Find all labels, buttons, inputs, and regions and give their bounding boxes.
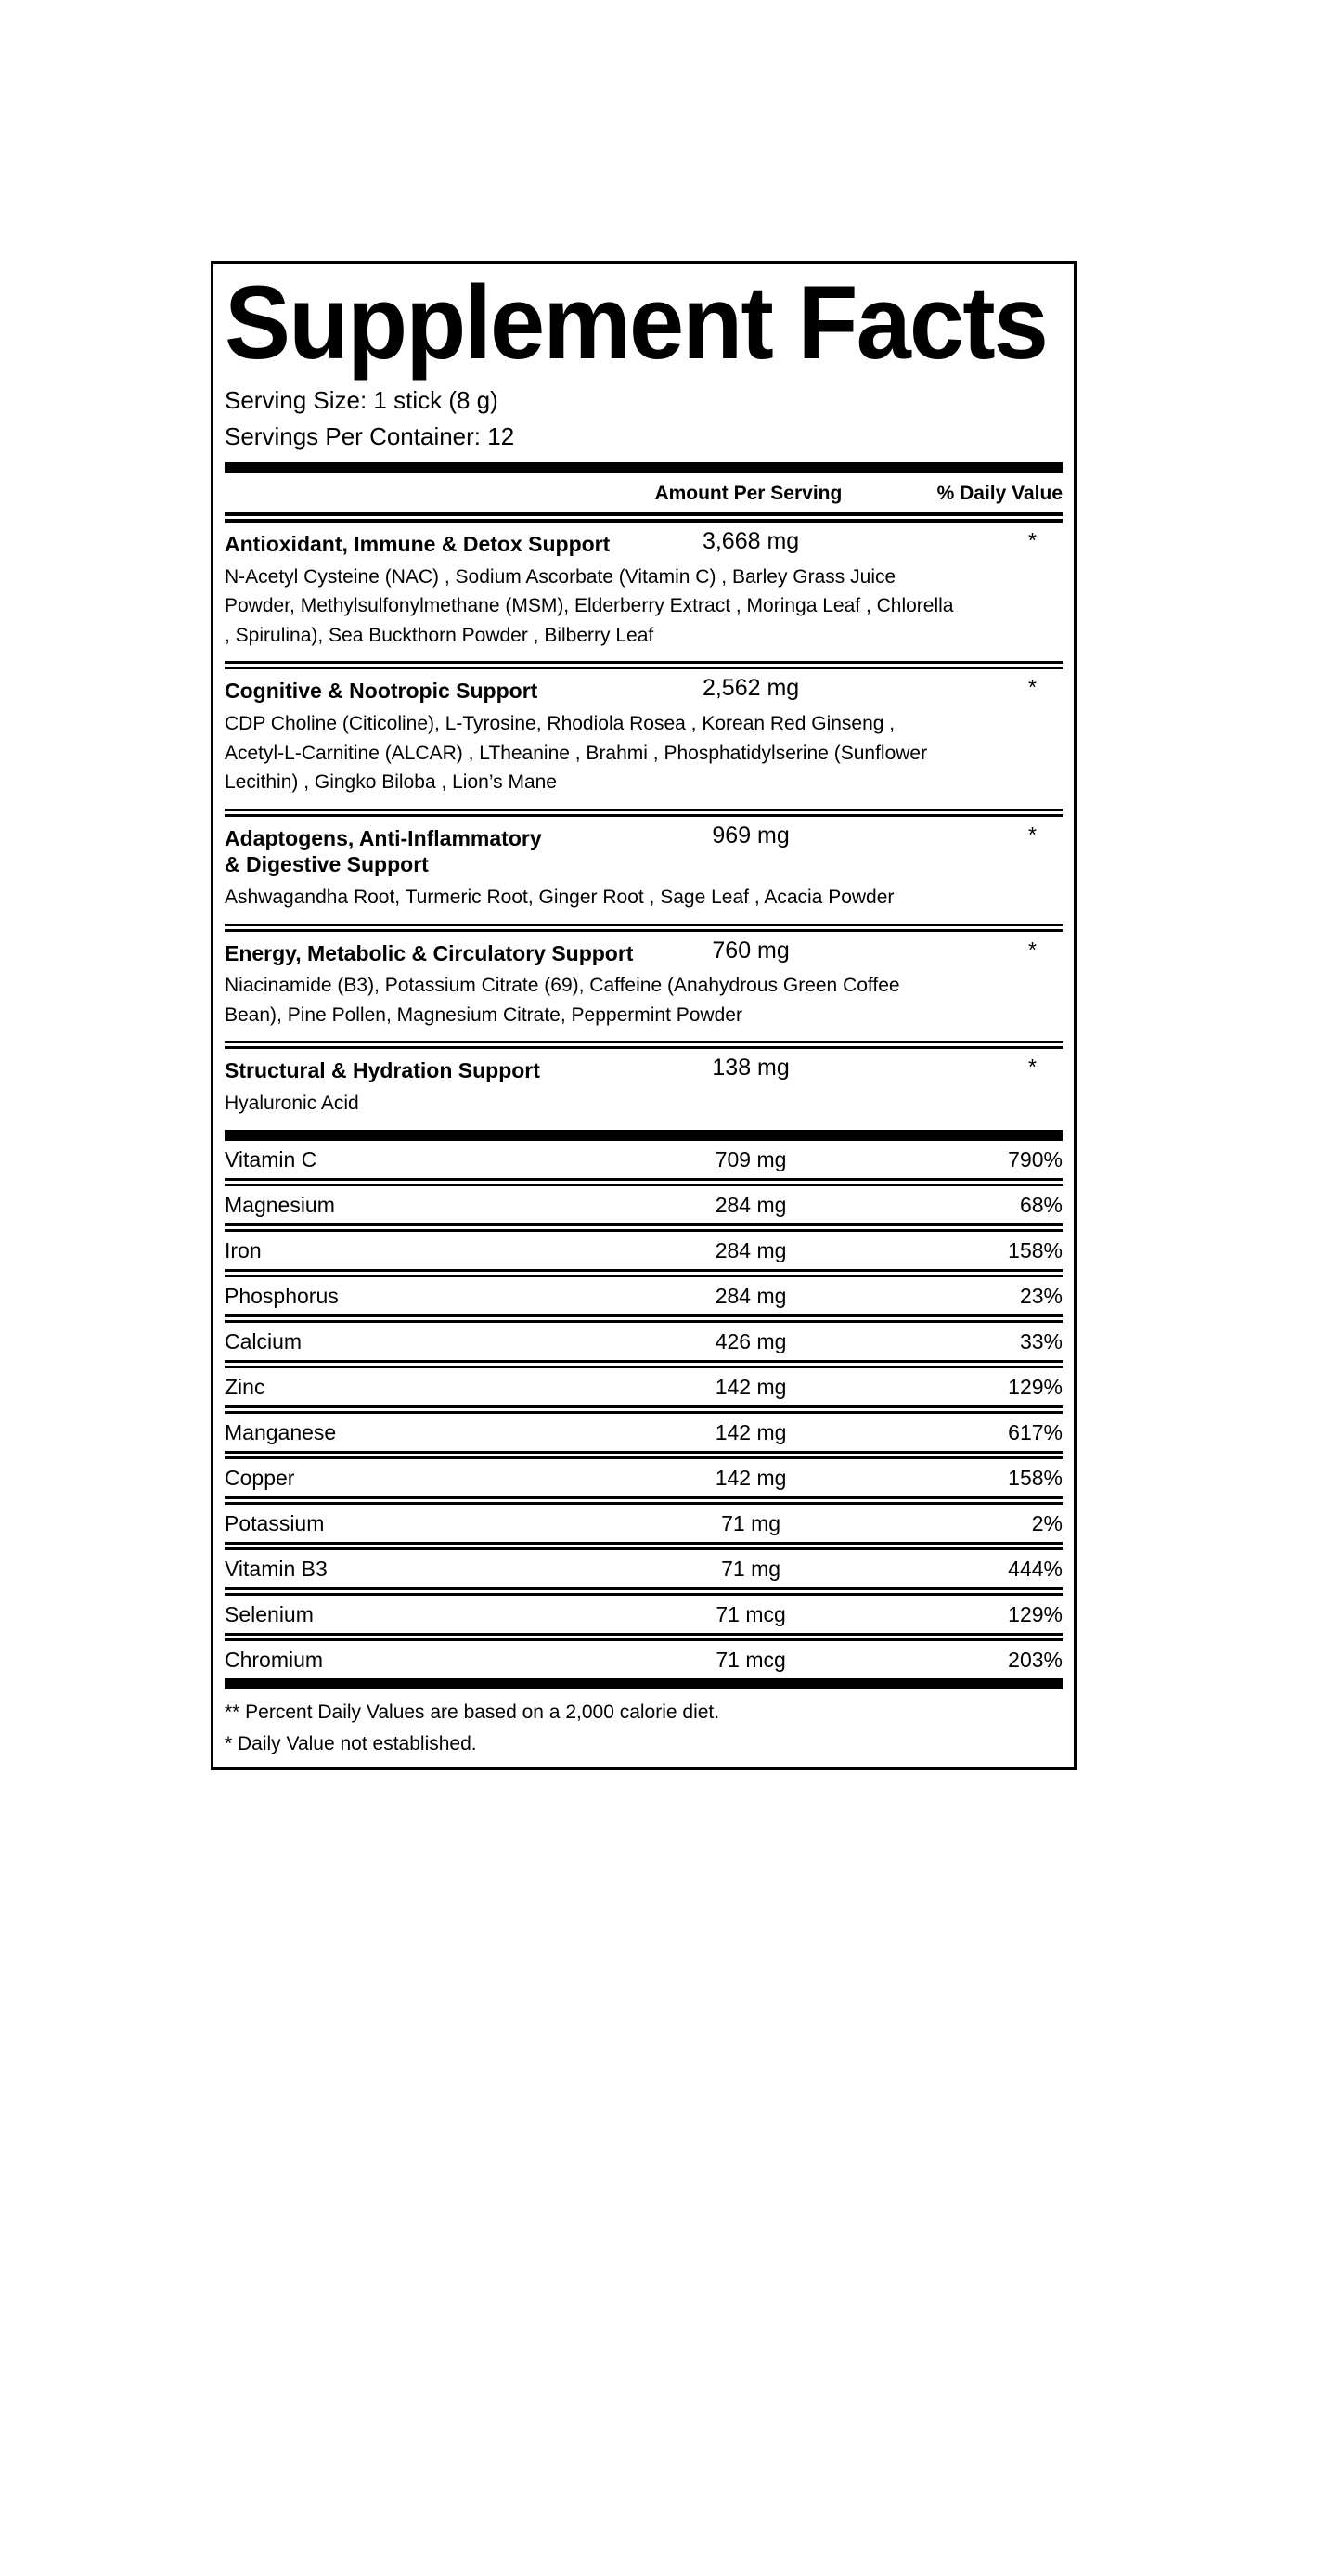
blend-ingredients: N-Acetyl Cysteine (NAC) , Sodium Ascorbate (Vitamin C) , Barley Grass Juice Powder, Methylsulfonylmethane (MSM), Elderberry Extract , Moringa Leaf , Chlorella , Spirulina), Sea Buckthorn Powder , Bilberry Leaf xyxy=(225,565,954,646)
nutrient-daily-value: 23% xyxy=(1019,1283,1063,1308)
blend-row xyxy=(225,1049,1063,1118)
blend-amount: 760 mg xyxy=(712,937,790,964)
table-row xyxy=(225,1550,1063,1587)
blend-row xyxy=(225,523,1063,650)
blend-row xyxy=(225,669,1063,796)
nutrient-name: Copper xyxy=(225,1465,295,1490)
table-row xyxy=(225,1414,1063,1451)
serving-size: Serving Size: 1 stick (8 g) xyxy=(225,386,498,414)
nutrient-name: Vitamin C xyxy=(225,1146,317,1171)
blend-head xyxy=(225,932,1063,970)
divider xyxy=(225,1269,1063,1277)
nutrient-amount: 284 mg xyxy=(715,1283,787,1308)
blend-name: Energy, Metabolic & Circulatory Support xyxy=(225,940,634,965)
table-row xyxy=(225,1323,1063,1360)
divider xyxy=(225,924,1063,932)
table-row xyxy=(225,1232,1063,1269)
table-row xyxy=(225,1505,1063,1542)
nutrient-amount: 284 mg xyxy=(715,1192,787,1217)
divider xyxy=(225,1542,1063,1550)
blend-daily-value: * xyxy=(1028,675,1037,700)
blend-amount: 2,562 mg xyxy=(702,675,800,702)
blend-ingredients: CDP Choline (Citicoline), L-Tyrosine, Rhodiola Rosea , Korean Red Ginseng , Acetyl-L-Carnitine (ALCAR) , LTheanine , Brahmi , Phosphatidylserine (Sunflower Lecithin) , Gingko Biloba , Lion’s Mane xyxy=(225,713,928,793)
blend-head xyxy=(225,669,1063,707)
divider xyxy=(225,1405,1063,1414)
divider xyxy=(225,1587,1063,1596)
table-row xyxy=(225,1186,1063,1223)
footnote-dv-not-established: * Daily Value not established. xyxy=(225,1732,477,1754)
nutrient-name: Potassium xyxy=(225,1510,325,1535)
blend-daily-value: * xyxy=(1028,1055,1037,1080)
nutrient-name: Manganese xyxy=(225,1419,337,1444)
blend-head xyxy=(225,1049,1063,1087)
divider xyxy=(225,809,1063,817)
supplement-facts-panel xyxy=(211,261,1077,1770)
table-row xyxy=(225,1596,1063,1633)
divider-thick-middle xyxy=(225,1130,1063,1141)
nutrient-name: Calcium xyxy=(225,1328,303,1353)
nutrient-amount: 71 mg xyxy=(721,1510,781,1535)
divider xyxy=(225,1360,1063,1368)
column-header-row xyxy=(225,473,1063,512)
nutrient-amount: 709 mg xyxy=(715,1146,787,1171)
panel-title xyxy=(225,265,1063,382)
nutrient-amount: 71 mcg xyxy=(716,1601,786,1626)
blend-amount: 3,668 mg xyxy=(702,528,800,554)
nutrient-amount: 284 mg xyxy=(715,1237,787,1262)
nutrient-daily-value: 444% xyxy=(1008,1556,1063,1581)
nutrient-daily-value: 158% xyxy=(1008,1465,1063,1490)
servings-per-container: Servings Per Container: 12 xyxy=(225,422,515,450)
divider xyxy=(225,1314,1063,1323)
nutrient-name: Magnesium xyxy=(225,1192,335,1217)
nutrient-amount: 71 mg xyxy=(721,1556,781,1581)
divider xyxy=(225,1451,1063,1459)
table-row xyxy=(225,1368,1063,1405)
blend-head xyxy=(225,523,1063,561)
blend-ingredients: Ashwagandha Root, Turmeric Root, Ginger Root , Sage Leaf , Acacia Powder xyxy=(225,887,895,908)
divider xyxy=(225,1496,1063,1505)
nutrient-daily-value: 790% xyxy=(1008,1146,1063,1171)
blend-name: Antioxidant, Immune & Detox Support xyxy=(225,532,611,556)
nutrient-daily-value: 33% xyxy=(1019,1328,1063,1353)
divider xyxy=(225,1223,1063,1232)
blend-row xyxy=(225,932,1063,1030)
blend-name: Adaptogens, Anti-Inflammatory xyxy=(225,825,542,850)
nutrient-name: Selenium xyxy=(225,1601,314,1626)
divider xyxy=(225,1041,1063,1049)
divider-thick-top xyxy=(225,462,1063,473)
table-row xyxy=(225,1141,1063,1178)
divider-header xyxy=(225,512,1063,523)
blend-daily-value: * xyxy=(1028,528,1037,552)
nutrient-name: Vitamin B3 xyxy=(225,1556,328,1581)
nutrient-amount: 426 mg xyxy=(715,1328,787,1353)
blend-name: Cognitive & Nootropic Support xyxy=(225,679,538,704)
nutrient-daily-value: 129% xyxy=(1008,1601,1063,1626)
nutrient-daily-value: 158% xyxy=(1008,1237,1063,1262)
divider-thick-bottom xyxy=(225,1678,1063,1689)
footnotes xyxy=(225,1697,1063,1760)
nutrient-name: Iron xyxy=(225,1237,262,1262)
blend-name: Structural & Hydration Support xyxy=(225,1058,540,1083)
nutrient-name: Phosphorus xyxy=(225,1283,339,1308)
panel-title-text: Supplement Facts xyxy=(225,265,1048,381)
nutrient-amount: 142 mg xyxy=(715,1419,787,1444)
nutrient-amount: 142 mg xyxy=(715,1374,787,1399)
divider xyxy=(225,661,1063,669)
nutrient-daily-value: 203% xyxy=(1008,1647,1063,1672)
column-header-daily-value: % Daily Value xyxy=(936,483,1063,504)
blend-daily-value: * xyxy=(1028,937,1037,962)
nutrient-daily-value: 617% xyxy=(1008,1419,1063,1444)
blend-amount: 969 mg xyxy=(712,822,790,848)
nutrient-daily-value: 129% xyxy=(1008,1374,1063,1399)
table-row xyxy=(225,1277,1063,1314)
column-header-amount: Amount Per Serving xyxy=(654,483,843,504)
blend-row xyxy=(225,817,1063,913)
blend-head xyxy=(225,817,1063,882)
blend-amount: 138 mg xyxy=(712,1055,790,1081)
blend-ingredients: Hyaluronic Acid xyxy=(225,1093,359,1114)
table-row xyxy=(225,1459,1063,1496)
nutrient-daily-value: 68% xyxy=(1019,1192,1063,1217)
blend-daily-value: * xyxy=(1028,822,1037,847)
blend-name-line2: & Digestive Support xyxy=(225,852,429,877)
divider xyxy=(225,1178,1063,1186)
footnote-dv-basis: ** Percent Daily Values are based on a 2,000 calorie diet. xyxy=(225,1701,720,1723)
blend-ingredients: Niacinamide (B3), Potassium Citrate (69), Caffeine (Anahydrous Green Coffee Bean), Pine Pollen, Magnesium Citrate, Peppermint Powder xyxy=(225,975,900,1026)
nutrient-name: Zinc xyxy=(225,1374,265,1399)
divider xyxy=(225,1633,1063,1641)
nutrient-amount: 142 mg xyxy=(715,1465,787,1490)
serving-info xyxy=(225,382,1063,455)
table-row xyxy=(225,1641,1063,1678)
nutrient-name: Chromium xyxy=(225,1647,324,1672)
nutrient-daily-value: 2% xyxy=(1031,1510,1063,1535)
nutrient-amount: 71 mcg xyxy=(716,1647,786,1672)
